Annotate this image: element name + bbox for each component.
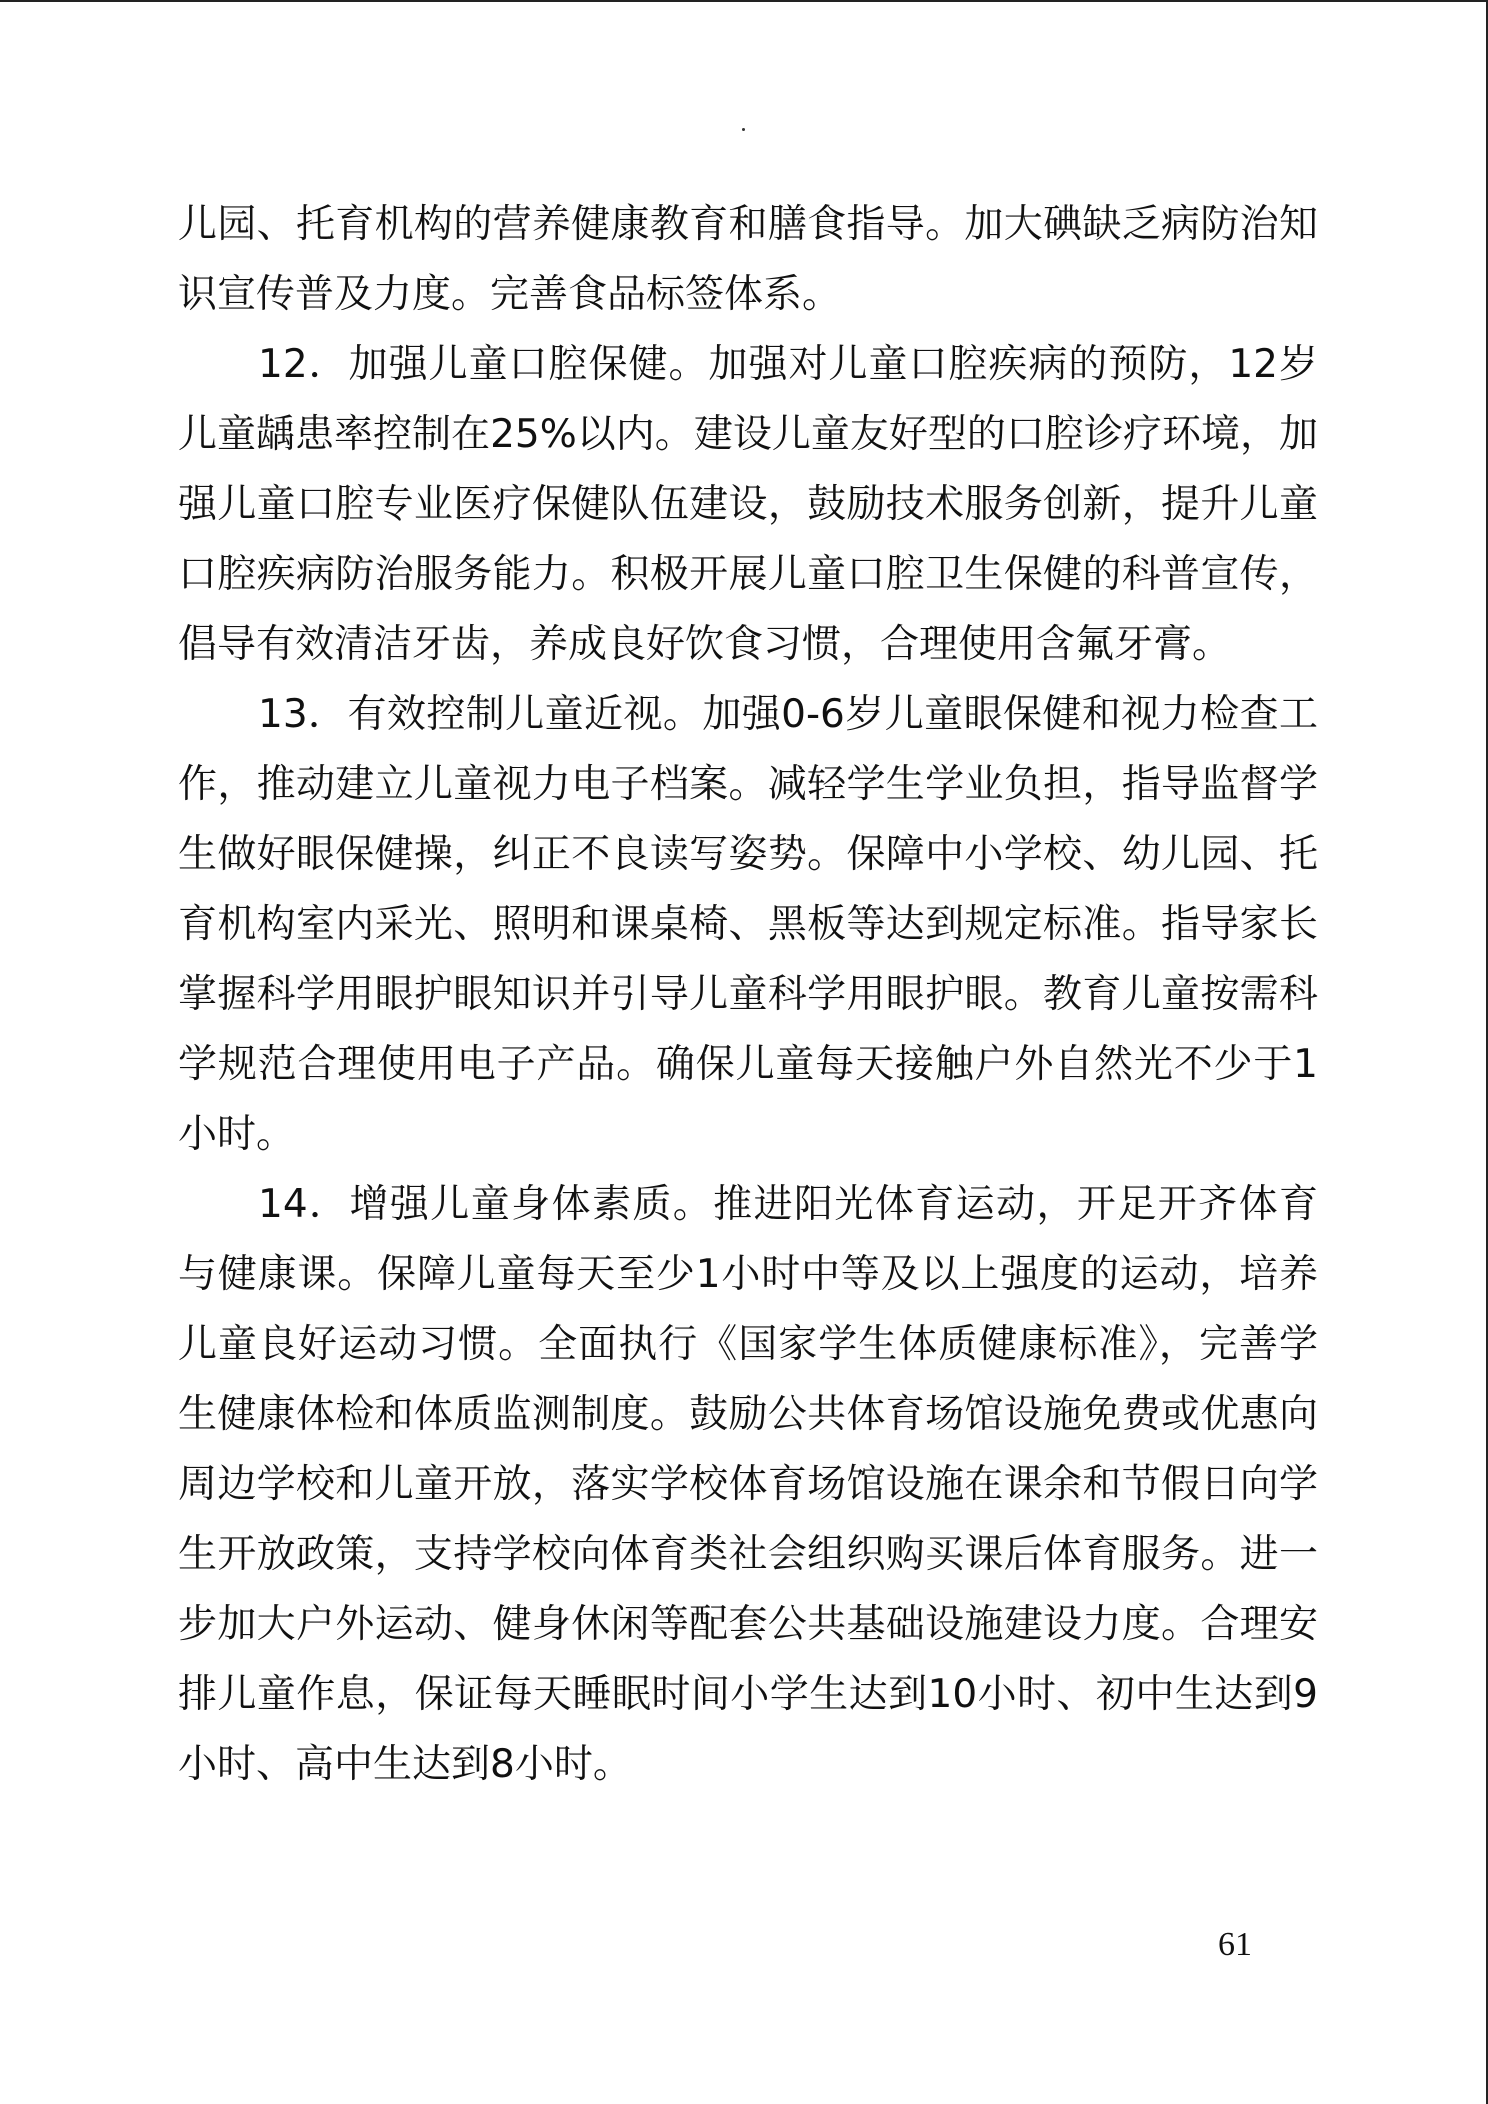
page-number: 61: [1218, 1926, 1252, 1963]
paragraph-continuation: 儿园、托育机构的营养健康教育和膳食指导。加大碘缺乏病防治知识宣传普及力度。完善食品标签体系。: [178, 202, 1318, 317]
header-mark: [742, 128, 745, 131]
paragraph-item-14-physical-fitness: 14．增强儿童身体素质。推进阳光体育运动，开足开齐体育与健康课。保障儿童每天至少1小时中等及以上强度的运动，培养儿童良好运动习惯。全面执行《国家学生体质健康标准》，完善学生健康体检和体质监测制度。鼓励公共体育场馆设施免费或优惠向周边学校和儿童开放，落实学校体育场馆设施在课余和节假日向学生开放政策，支持学校向体育类社会组织购买课后体育服务。进一步加大户外运动、健身休闲等配套公共基础设施建设力度。合理安排儿童作息，保证每天睡眠时间小学生达到10小时、初中生达到9小时、高中生达到8小时。: [178, 1182, 1318, 1787]
document-body: [178, 190, 1318, 1800]
paragraph-item-12-oral-health: 12．加强儿童口腔保健。加强对儿童口腔疾病的预防，12岁儿童龋患率控制在25%以内。建设儿童友好型的口腔诊疗环境，加强儿童口腔专业医疗保健队伍建设，鼓励技术服务创新，提升儿童口腔疾病防治服务能力。积极开展儿童口腔卫生保健的科普宣传，倡导有效清洁牙齿，养成良好饮食习惯，合理使用含氟牙膏。: [178, 342, 1318, 667]
paragraph-item-13-myopia-control: 13．有效控制儿童近视。加强0-6岁儿童眼保健和视力检查工作，推动建立儿童视力电子档案。减轻学生学业负担，指导监督学生做好眼保健操，纠正不良读写姿势。保障中小学校、幼儿园、托育机构室内采光、照明和课桌椅、黑板等达到规定标准。指导家长掌握科学用眼护眼知识并引导儿童科学用眼护眼。教育儿童按需科学规范合理使用电子产品。确保儿童每天接触户外自然光不少于1小时。: [178, 692, 1318, 1157]
